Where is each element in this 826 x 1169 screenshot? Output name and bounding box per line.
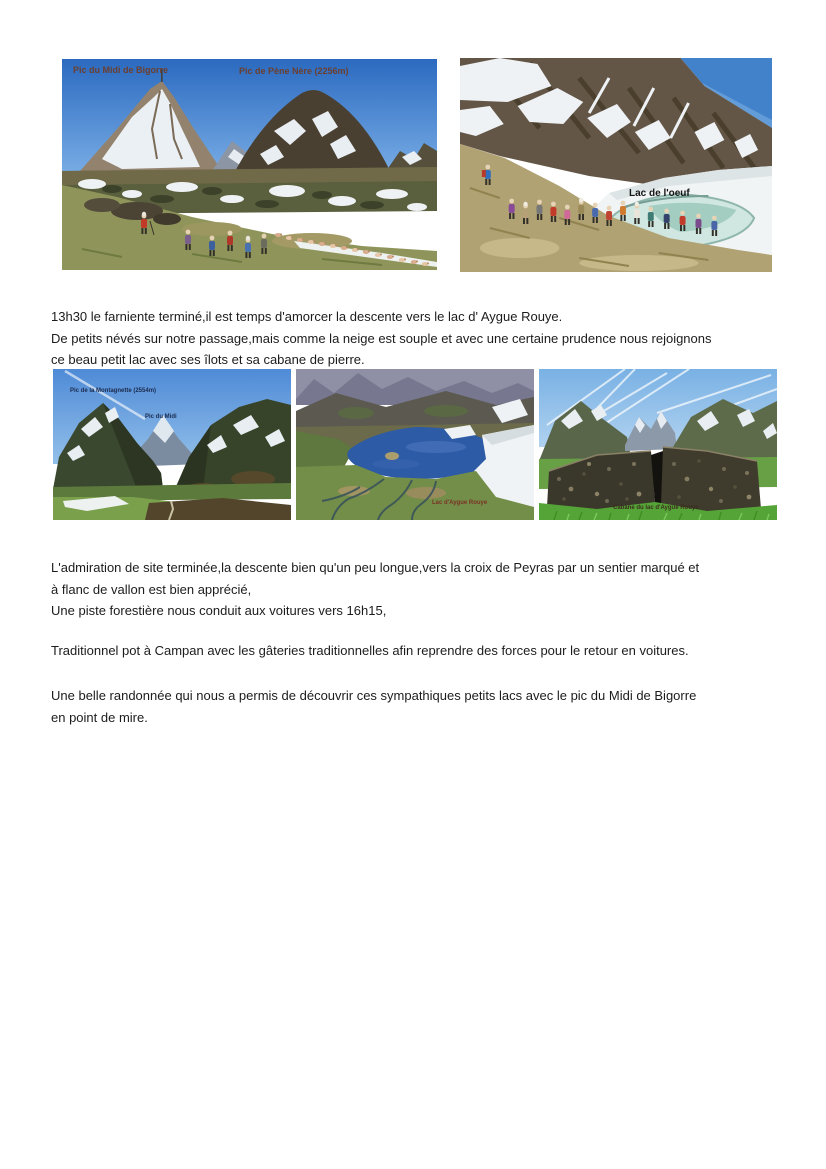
photo-label-pic-du-midi-de-bigorre: Pic du Midi de Bigorre [73,65,169,75]
photo-vallon-montagnette [53,369,291,520]
backpack [482,170,486,177]
islet [385,452,399,460]
photo-label-pic-de-pene-nere: Pic de Pène Nère (2256m) [239,66,349,76]
text-line: en point de mire. [51,709,148,725]
hiker-hat [523,202,527,206]
photo-lac-scene [296,369,534,520]
paragraph-pot-campan [51,640,689,662]
photo-label-lac-aygue-rouye: Lac d'Aygue Rouye [432,500,488,506]
text-line: Traditionnel pot à Campan avec les gâteries traditionnelles afin reprendre des forces pour le retour en voitures. [51,643,689,658]
photo-lac-de-loeuf-scene [460,58,772,272]
photo-cabane-scene [539,369,777,520]
photo-lac-aygue-rouye [296,369,534,520]
photo-panorama-pic-du-midi [62,59,437,270]
photo-label-lac-de-loeuf: Lac de l'oeuf [629,188,690,199]
text-line: De petits névés sur notre passage,mais comme la neige est souple et avec une certaine prudence nous rejoignons [51,330,712,346]
text-line: Une piste forestière nous conduit aux voitures vers 16h15, [51,603,387,618]
text-line: à flanc de vallon est bien apprécié, [51,581,252,597]
paragraph-retour [51,557,699,622]
text-line: Une belle randonnée qui nous a permis de découvrir ces sympathiques petits lacs avec le pic du Midi de Bigorre [51,688,697,703]
paragraph-conclusion [51,685,696,728]
paragraph-descente [51,306,712,371]
text-line: ce beau petit lac avec ses îlots et sa cabane de pierre. [51,352,365,367]
text-line: L'admiration de site terminée,la descente bien qu'un peu longue,vers la croix de Peyras par un sentier marqué et [51,560,700,575]
photo-cabane-aygue-rouye [539,369,777,520]
hiker-hat [635,202,639,206]
photo-label-cabane-aygue-rouye: Cabane du lac d'Aygue Rouye [613,505,699,511]
photo-label-pic-de-la-montagnette: Pic de la Montagnette (2554m) [70,388,157,394]
text-line: 13h30 le farniente terminé,il est temps d'amorcer la descente vers le lac d' Aygue Rouye. [51,309,563,324]
photo-lac-de-loeuf [460,58,772,272]
hiker-hat [579,198,583,202]
photo-panorama-scene [62,59,437,270]
hiker-hat [246,236,250,240]
hiker-hat [142,212,146,216]
photo-label-pic-du-midi: Pic du Midi [145,414,177,420]
